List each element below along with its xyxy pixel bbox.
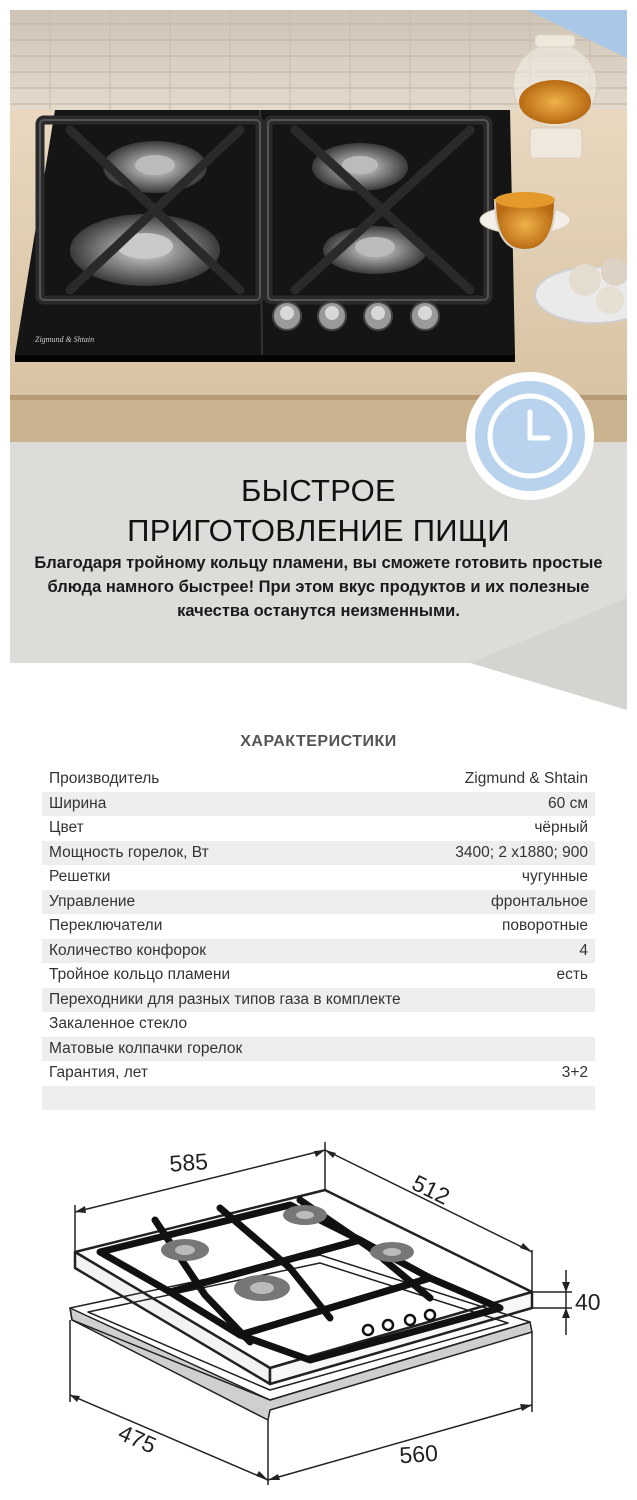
corner-accent xyxy=(527,10,627,58)
spec-label: Управление xyxy=(49,892,136,910)
brand-text: Zigmund & Shtain xyxy=(35,335,95,344)
spec-row xyxy=(42,963,595,988)
specs-table xyxy=(42,767,595,1110)
spec-label: Тройное кольцо пламени xyxy=(49,966,231,984)
spec-label: Производитель xyxy=(49,770,160,788)
dimension-diagram xyxy=(0,1120,637,1500)
spec-value: поворотные xyxy=(501,917,588,935)
dimension-cutout-depth: 475 xyxy=(114,1419,161,1459)
spec-label: Цвет xyxy=(49,819,84,837)
spec-value: фронтальное xyxy=(490,892,588,910)
spec-row xyxy=(42,1061,595,1086)
spec-value: чугунные xyxy=(521,868,588,886)
spec-label: Количество конфорок xyxy=(49,941,207,959)
spec-value: 60 см xyxy=(548,794,588,812)
spec-row xyxy=(42,816,595,841)
spec-label: Мощность горелок, Вт xyxy=(49,843,209,861)
spec-row xyxy=(42,841,595,866)
spec-row xyxy=(42,939,595,964)
spec-row xyxy=(42,865,595,890)
spec-value: 3400; 2 x1880; 900 xyxy=(455,843,588,861)
spec-value: 4 xyxy=(579,941,588,959)
spec-label: Закаленное стекло xyxy=(49,1015,188,1033)
dimension-cutout-width: 560 xyxy=(398,1439,439,1469)
spec-row xyxy=(42,1012,595,1037)
spec-row xyxy=(42,1037,595,1062)
spec-row xyxy=(42,890,595,915)
spec-value: чёрный xyxy=(534,819,588,837)
section-title: БЫСТРОЕ xyxy=(241,473,396,508)
spec-label: Ширина xyxy=(49,794,107,812)
spec-row xyxy=(42,767,595,792)
spec-row xyxy=(42,988,595,1013)
spec-label: Переключатели xyxy=(49,917,163,935)
spec-label: Переходники для разных типов газа в комплекте xyxy=(49,990,401,1008)
specs-heading: ХАРАКТЕРИСТИКИ xyxy=(240,733,397,750)
dimension-depth: 512 xyxy=(408,1169,454,1210)
spec-value: Zigmund & Shtain xyxy=(464,770,588,788)
section-description: Благодаря тройному кольцу пламени, вы сможете готовить простые блюда намного быстрее! При этом вкус продуктов и их полезные качества останутся неизменными. xyxy=(34,554,603,620)
spec-value: 3+2 xyxy=(561,1064,588,1082)
dimension-height: 40 xyxy=(575,1289,601,1315)
spec-label: Матовые колпачки горелок xyxy=(49,1039,243,1057)
spec-value: есть xyxy=(556,966,588,984)
dimension-width: 585 xyxy=(168,1148,209,1177)
spec-label: Решетки xyxy=(49,868,111,886)
section-title: ПРИГОТОВЛЕНИЕ ПИЩИ xyxy=(127,513,510,548)
spec-table-footer xyxy=(42,1086,595,1110)
spec-row xyxy=(42,792,595,817)
spec-row xyxy=(42,914,595,939)
spec-label: Гарантия, лет xyxy=(49,1064,148,1082)
